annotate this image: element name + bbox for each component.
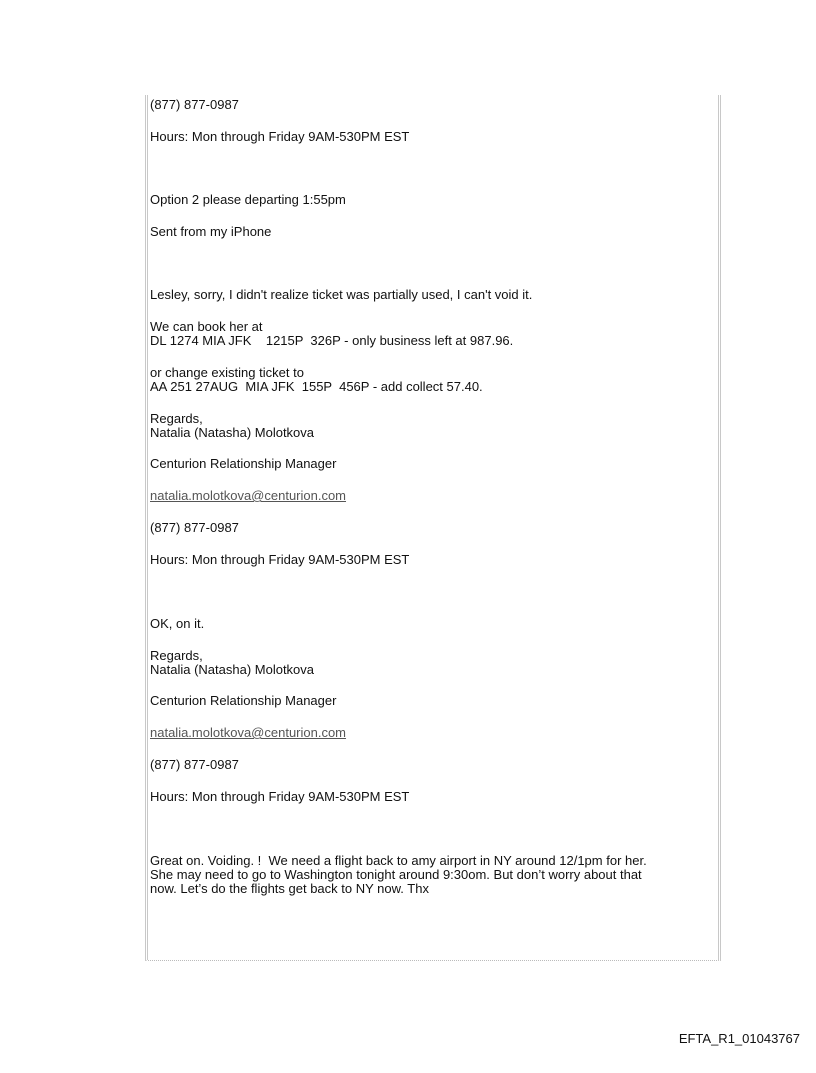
email-link[interactable]: natalia.molotkova@centurion.com — [150, 488, 347, 503]
regards: Regards, — [150, 648, 203, 663]
phone: (877) 877-0987 — [150, 520, 239, 535]
sender-name: Natalia (Natasha) Molotkova — [150, 425, 315, 440]
email-link[interactable]: natalia.molotkova@centurion.com — [150, 725, 347, 740]
hours: Hours: Mon through Friday 9AM-530PM EST — [150, 789, 410, 804]
sender-title: Centurion Relationship Manager — [150, 693, 337, 708]
message-signature: Sent from my iPhone — [150, 224, 272, 239]
message-text: Option 2 please departing 1:55pm — [150, 192, 346, 207]
flight-option: AA 251 27AUG MIA JFK 155P 456P - add collect 57.40. — [150, 379, 483, 394]
regards: Regards, — [150, 411, 203, 426]
hours: Hours: Mon through Friday 9AM-530PM EST — [150, 552, 410, 567]
flight-option: DL 1274 MIA JFK 1215P 326P - only business left at 987.96. — [150, 333, 514, 348]
document-id: EFTA_R1_01043767 — [678, 1031, 800, 1046]
message-text: She may need to go to Washington tonight around 9:30om. But don’t worry about that — [150, 867, 642, 882]
message-text: We can book her at — [150, 319, 263, 334]
message-text: Great on. Voiding. ! We need a flight back to amy airport in NY around 12/1pm for her. — [150, 853, 647, 868]
message-text: Lesley, sorry, I didn't realize ticket was partially used, I can't void it. — [150, 287, 533, 302]
message-text: OK, on it. — [150, 616, 205, 631]
message-text: or change existing ticket to — [150, 365, 304, 380]
message-text: now. Let’s do the flights get back to NY now. Thx — [150, 881, 429, 896]
sender-name: Natalia (Natasha) Molotkova — [150, 662, 315, 677]
phone: (877) 877-0987 — [150, 97, 239, 112]
sender-title: Centurion Relationship Manager — [150, 456, 337, 471]
hours: Hours: Mon through Friday 9AM-530PM EST — [150, 129, 410, 144]
phone: (877) 877-0987 — [150, 757, 239, 772]
